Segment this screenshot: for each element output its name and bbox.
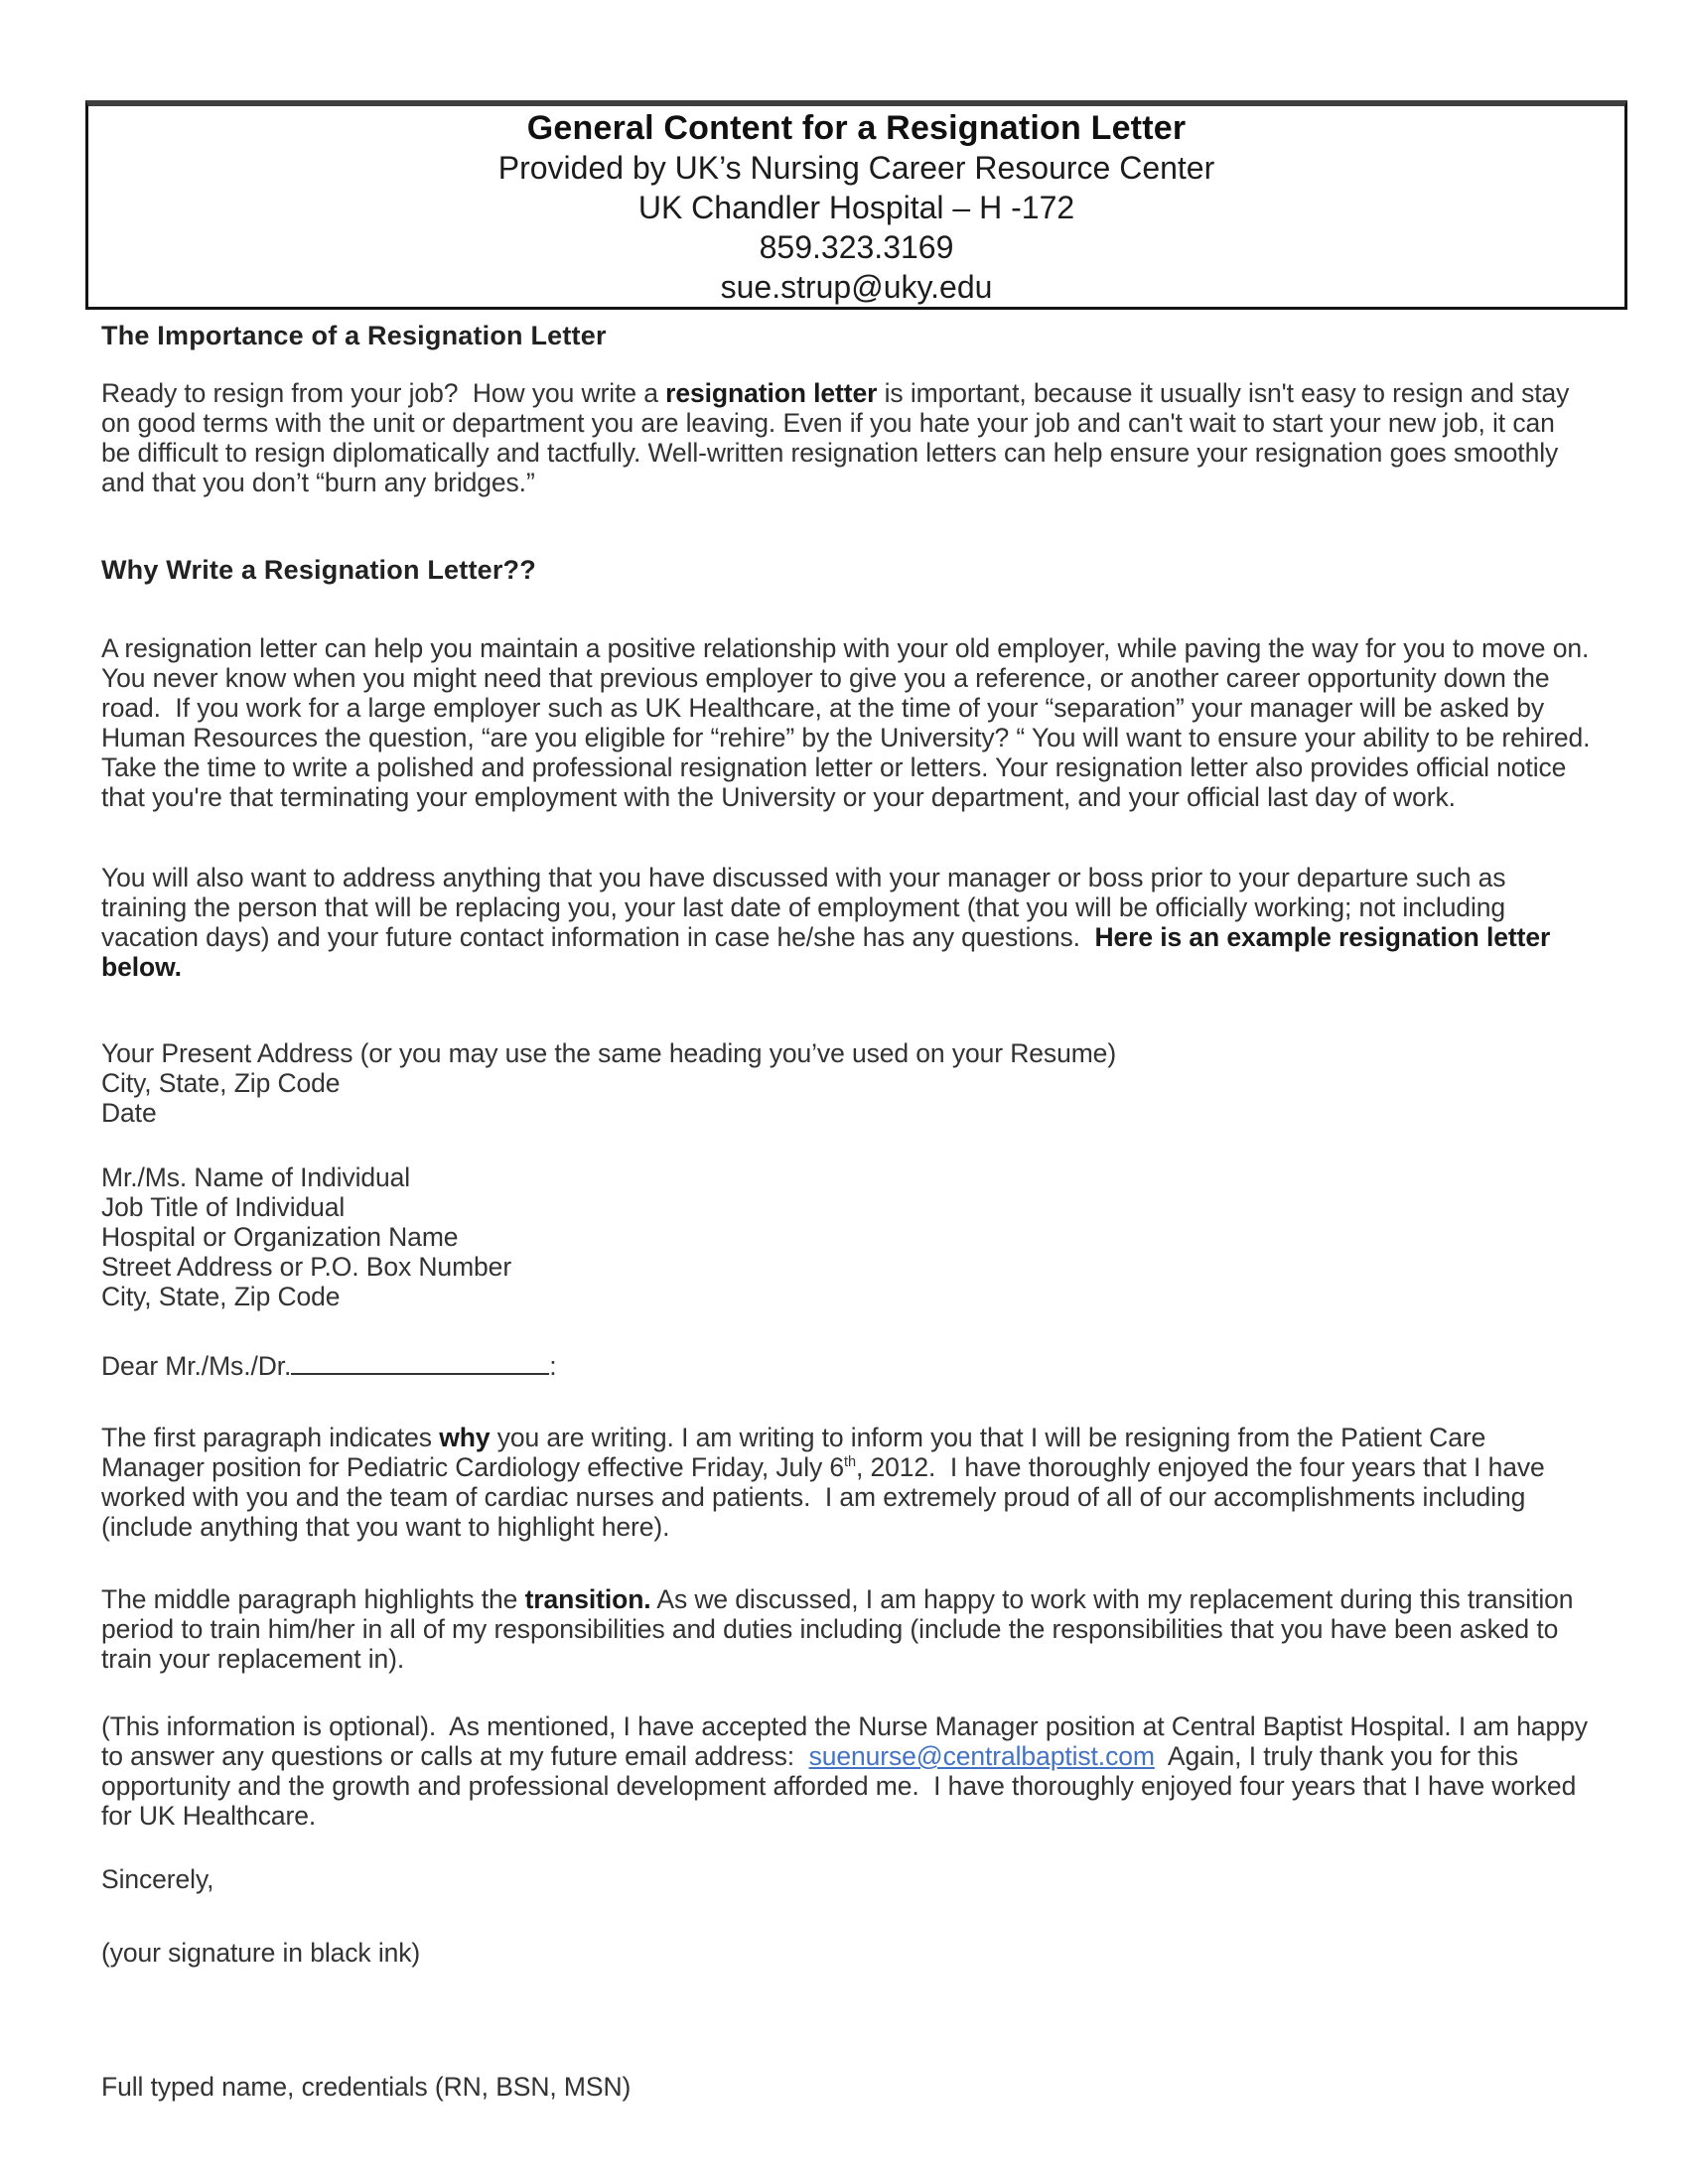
text-run: is important, because it usually isn't easy to resign and stay on good terms with the unit or department you are leaving. Even if you hate your job and can't wait to start your new job, it can be difficult to resign diplomatically and tactfully. Well-written resignation letters can help ensure your resignation goes smoothly and that you don’t “burn any bridges.” <box>101 378 1577 497</box>
header-provided-by: Provided by UK’s Nursing Career Resource Center <box>497 150 1215 186</box>
header-box <box>85 100 1627 310</box>
why-write-paragraph-1: A resignation letter can help you maintain a positive relationship with your old employer, while paving the way for you to move on. You never know when you might need that previous employer to give you a reference, or another career opportunity down the road. If you work for a large employer such as UK Healthcare, at the time of your “separation” your manager will be asked by Human Resources the question, “are you eligible for “rehire” by the University? “ You will want to ensure your ability to be rehired. Take the time to write a polished and professional resignation letter or letters. Your resignation letter also provides official notice that you're that terminating your employment with the University or your department, and your official last day of work. <box>101 633 1605 812</box>
importance-heading: The Importance of a Resignation Letter <box>101 321 607 350</box>
header-phone: 859.323.3169 <box>759 229 954 265</box>
superscript-th: th <box>844 1454 856 1471</box>
text-run: The middle paragraph highlights the <box>101 1584 525 1614</box>
header-title: General Content for a Resignation Letter <box>526 109 1187 147</box>
signature-note: (your signature in black ink) <box>101 1938 421 1968</box>
recipient-address-block <box>101 1162 1589 1311</box>
letter-paragraph-middle <box>101 1584 1591 1674</box>
importance-paragraph <box>101 378 1591 497</box>
email-link[interactable]: suenurse@centralbaptist.com <box>808 1741 1155 1771</box>
bold-run-why: why <box>439 1423 491 1452</box>
sender-address-line: Date <box>101 1098 157 1128</box>
letter-paragraph-first <box>101 1423 1591 1542</box>
text-run: you are writing. I am writing to inform you that I will be resigning from the Patient Care Manager position for Pediatric Cardiology effective Friday, July 6 <box>101 1423 1493 1482</box>
sender-address-block <box>101 1038 1589 1128</box>
text-run: As we discussed, I am happy to work with my replacement during this transition period to train him/her in all of my responsibilities and duties including (include the responsibilities that you have been asked to train your replacement in). <box>101 1584 1581 1674</box>
salutation-colon: : <box>549 1351 557 1381</box>
closing-line: Sincerely, <box>101 1864 214 1894</box>
sender-address-line: City, State, Zip Code <box>101 1068 341 1098</box>
salutation-blank <box>291 1369 549 1375</box>
recipient-address-line: City, State, Zip Code <box>101 1282 341 1311</box>
bold-run-transition: transition. <box>524 1584 651 1614</box>
recipient-address-line: Mr./Ms. Name of Individual <box>101 1162 411 1192</box>
text-run: (This information is optional). As mentioned, I have accepted the Nurse Manager position at Central Baptist Hospital. I am happy to answer any questions or calls at my future email address: <box>101 1711 1596 1771</box>
text-run: The first paragraph indicates <box>101 1423 440 1452</box>
bold-run-example-note: Here is an example resignation letter below. <box>101 922 1558 982</box>
text-run: Ready to resign from your job? How you write a <box>101 378 666 408</box>
text-run: , 2012. I have thoroughly enjoyed the four years that I have worked with you and the team of cardiac nurses and patients. I am extremely proud of all of our accomplishments including (include anything that you want to highlight here). <box>101 1452 1552 1542</box>
recipient-address-line: Street Address or P.O. Box Number <box>101 1252 512 1282</box>
why-write-paragraph-2 <box>101 863 1591 982</box>
bold-run-resignation-letter: resignation letter <box>665 378 878 408</box>
salutation-line <box>101 1351 1591 1381</box>
why-write-heading: Why Write a Resignation Letter?? <box>101 555 536 585</box>
text-run: You will also want to address anything that you have discussed with your manager or boss prior to your departure such as training the person that will be replacing you, your last date of employment (that you will be officially working; not including vacation days) and your future contact information in case he/she has any questions. <box>101 863 1513 952</box>
recipient-address-line: Job Title of Individual <box>101 1192 346 1222</box>
header-location: UK Chandler Hospital – H -172 <box>637 190 1075 225</box>
typed-name-line: Full typed name, credentials (RN, BSN, MSN) <box>101 2072 632 2102</box>
sender-address-line: Your Present Address (or you may use the same heading you’ve used on your Resume) <box>101 1038 1117 1068</box>
recipient-address-line: Hospital or Organization Name <box>101 1222 459 1252</box>
salutation-prefix: Dear Mr./Ms./Dr. <box>101 1351 292 1381</box>
header-email: sue.strup@uky.edu <box>720 269 993 305</box>
text-run: Again, I truly thank you for this opportunity and the growth and professional development afforded me. I have thoroughly enjoyed four years that I have worked for UK Healthcare. <box>101 1741 1584 1831</box>
letter-paragraph-optional <box>101 1711 1596 1831</box>
